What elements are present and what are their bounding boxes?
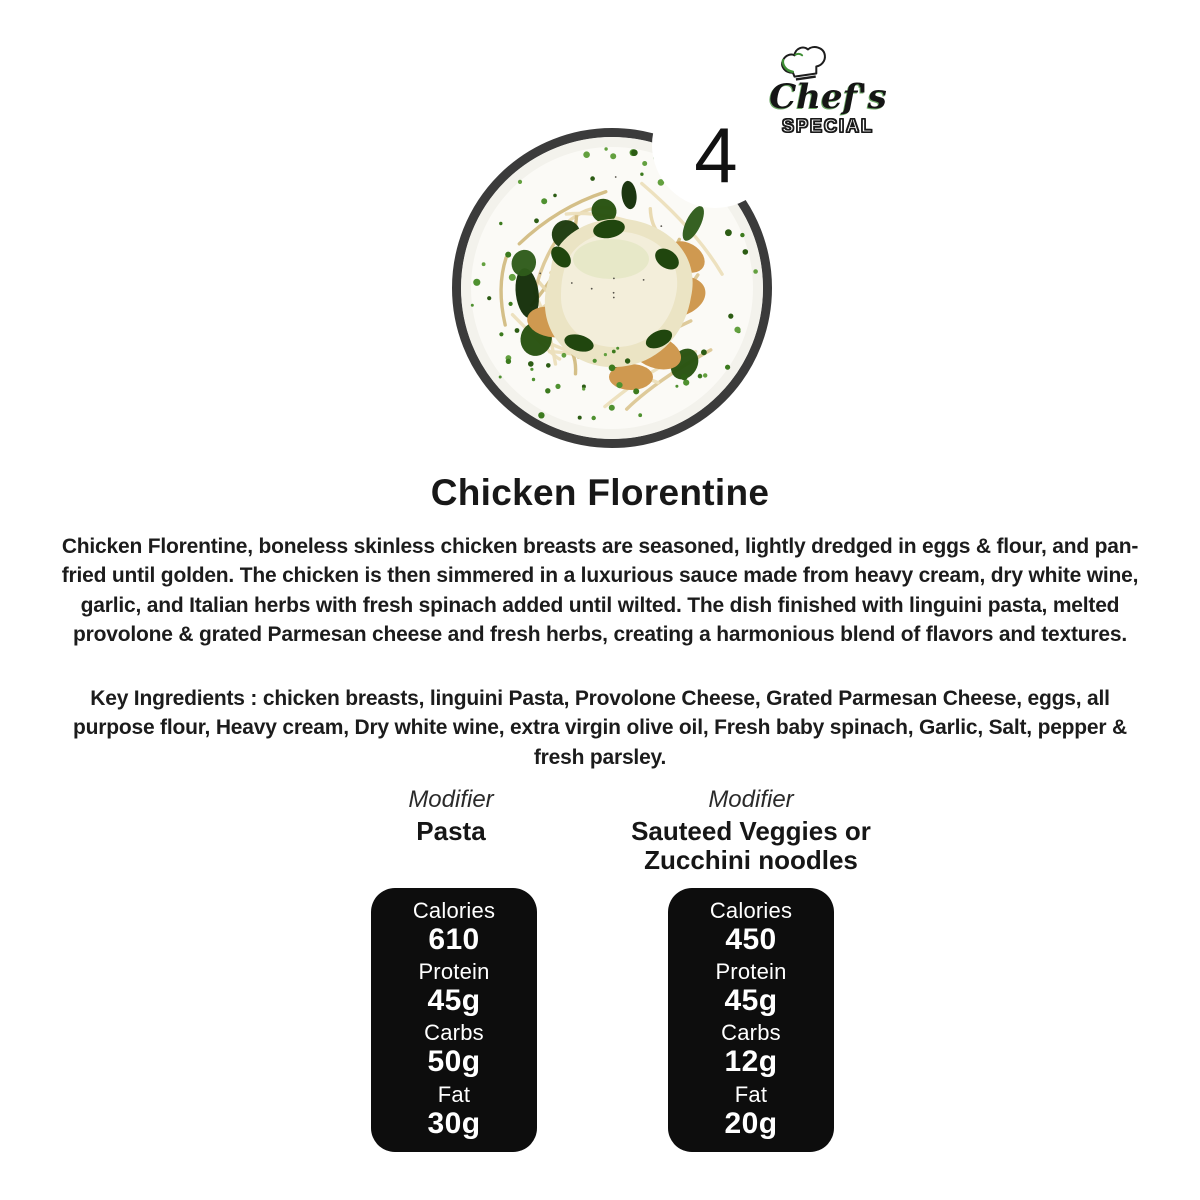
modifier-column-veggies: [611, 786, 891, 875]
nutrition-label: Fat: [734, 1081, 768, 1107]
nutrition-label: Protein: [715, 958, 787, 984]
nutrition-label: Calories: [412, 897, 496, 923]
nutrition-value: 610: [428, 922, 480, 956]
modifier-name: Pasta: [416, 816, 486, 846]
page-title: Chicken Florentine: [430, 472, 770, 513]
key-ingredients-text: Key Ingredients : chicken breasts, linguini Pasta, Provolone Cheese, Grated Parmesan Cheese, eggs, all purpose flour, Heavy cream, Dry white wine, extra virgin olive oil, Fresh baby spinach, Garlic, Salt, pepper & fresh parsley.: [72, 687, 1127, 769]
nutrition-card-veggies: [668, 888, 834, 1152]
nutrition-value: 45g: [427, 984, 481, 1018]
nutrition-row: [424, 1021, 484, 1080]
modifier-heading: Modifier: [708, 786, 794, 813]
nutrition-row: [725, 1083, 778, 1142]
item-number-badge: 4: [694, 111, 738, 199]
nutrition-row: [418, 960, 489, 1019]
nutrition-value: 20g: [724, 1106, 778, 1140]
nutrition-value: 45g: [724, 984, 778, 1018]
nutrition-value: 450: [725, 922, 777, 956]
modifier-column-pasta: [311, 786, 591, 846]
nutrition-label: Calories: [709, 897, 793, 923]
brand-name: Chef's: [769, 77, 887, 117]
modifier-name: Sauteed Veggies or Zucchini noodles: [631, 816, 871, 876]
nutrition-label: Carbs: [721, 1020, 781, 1046]
nutrition-label: Carbs: [424, 1020, 484, 1046]
nutrition-label: Fat: [437, 1081, 471, 1107]
nutrition-card-pasta: [371, 888, 537, 1152]
chef-hat-icon: [775, 40, 834, 89]
nutrition-label: Protein: [418, 958, 490, 984]
nutrition-row: [428, 1083, 481, 1142]
nutrition-row: [413, 899, 495, 958]
nutrition-row: [710, 899, 792, 958]
brand-subtitle: SPECIAL: [781, 116, 874, 136]
nutrition-value: 12g: [724, 1045, 778, 1079]
nutrition-value: 50g: [427, 1045, 481, 1079]
nutrition-row: [721, 1021, 781, 1080]
description-text: Chicken Florentine, boneless skinless chicken breasts are seasoned, lightly dredged in eggs & flour, and pan-fried until golden. The chicken is then simmered in a luxurious sauce made from heavy cream, dry white wine, garlic, and Italian herbs with fresh spinach added until wilted. The dish finished with linguini pasta, melted provolone & grated Parmesan cheese and fresh herbs, creating a harmonious blend of flavors and textures.: [61, 535, 1139, 647]
brand-logo: [768, 44, 888, 137]
nutrition-value: 30g: [427, 1106, 481, 1140]
modifier-heading: Modifier: [408, 786, 494, 813]
nutrition-row: [715, 960, 786, 1019]
